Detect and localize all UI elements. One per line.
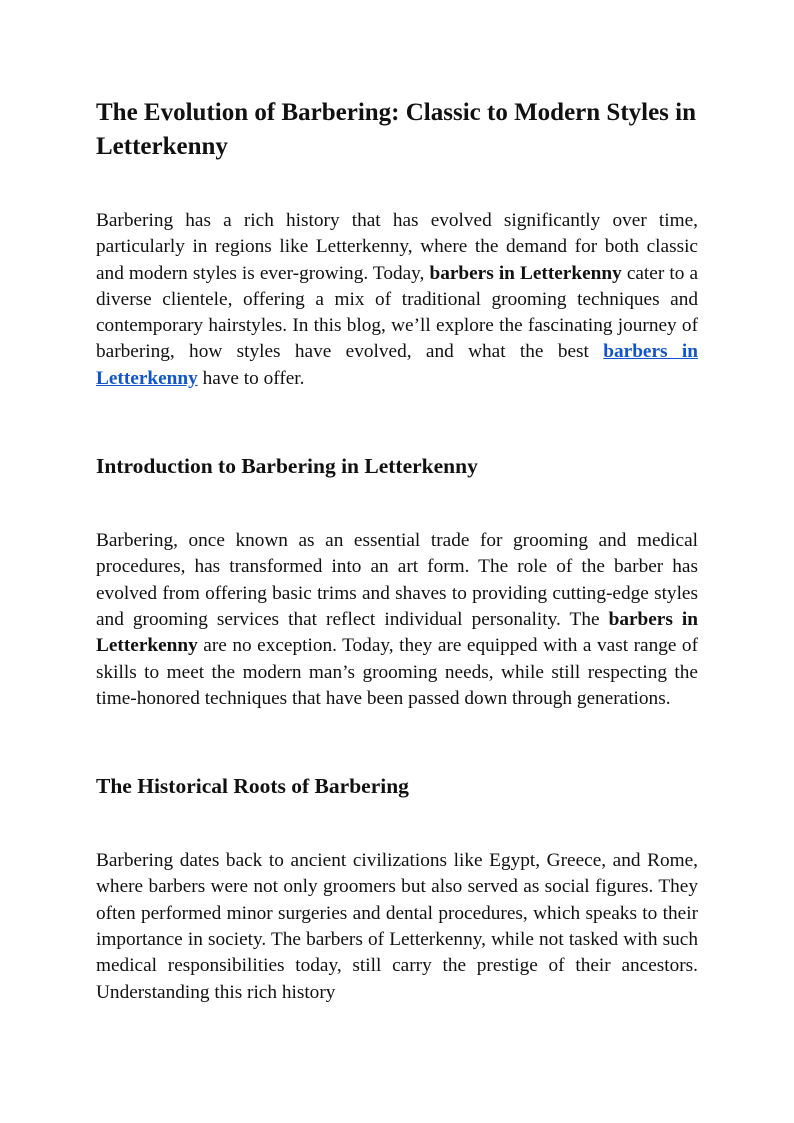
intro-paragraph — [96, 208, 698, 392]
intro-text-2: cater to a diverse clientele, offering a mix of traditional grooming techniques and contemporary hairstyles. In this blog, we’ll explore the fascinating journey of barbering, how styles have evolved, and what the best — [96, 262, 698, 363]
page-title: The Evolution of Barbering: Classic to Modern Styles in Letterkenny — [96, 99, 697, 160]
section-paragraph-historical-roots: Barbering dates back to ancient civilizations like Egypt, Greece, and Rome, where barbers were not only groomers but also served as social figures. They often performed minor surgeries and dental procedures, which speaks to their importance in society. The barbers of Letterkenny, while not tasked with such medical responsibilities today, still carry the prestige of their ancestors. Understanding this rich history — [96, 850, 698, 1003]
section-heading-introduction: Introduction to Barbering in Letterkenny — [96, 454, 478, 479]
section-heading-historical-roots: The Historical Roots of Barbering — [96, 774, 409, 799]
intro-text-1: Barbering has a rich history that has evolved significantly over time, particularly in regions like Letterkenny, where the demand for both classic and modern styles is ever-growing. Today, — [96, 210, 698, 284]
section1-bold-keyword: barbers in Letterkenny — [96, 608, 698, 657]
barbers-in-letterkenny-link[interactable]: barbers in Letterkenny — [96, 341, 698, 389]
section1-text-2: are no exception. Today, they are equipped with a vast range of skills to meet the modern man’s grooming needs, while still respecting the time-honored techniques that have been passed down through generations. — [96, 635, 698, 709]
section-paragraph-introduction — [96, 528, 698, 712]
intro-text-3: have to offer. — [197, 367, 305, 389]
document-page — [96, 96, 698, 1006]
section1-text-1: Barbering, once known as an essential trade for grooming and medical procedures, has transformed into an art form. The role of the barber has evolved from offering basic trims and shaves to providing cutting-edge styles and grooming services that reflect individual personality. The — [96, 530, 698, 630]
intro-bold-keyword: barbers in Letterkenny — [429, 262, 622, 284]
